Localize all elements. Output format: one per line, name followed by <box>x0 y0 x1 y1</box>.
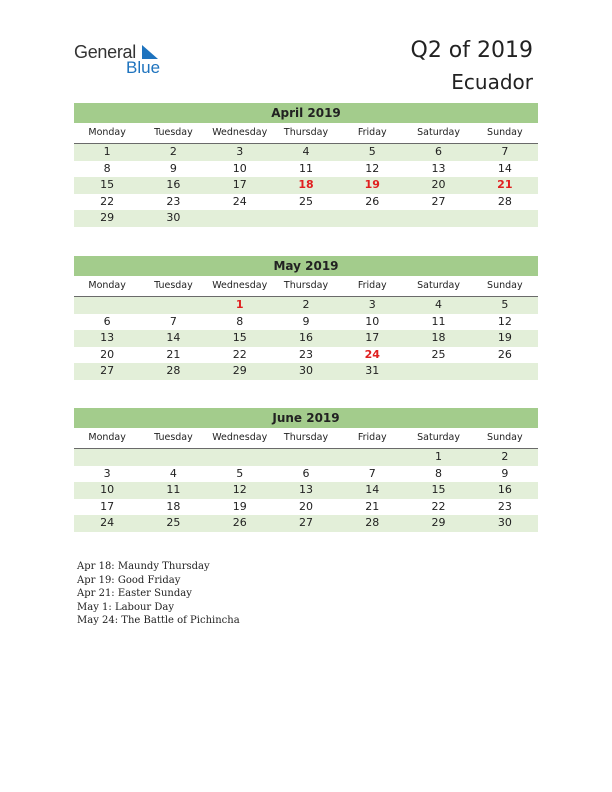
day-cell: 11 <box>166 483 181 496</box>
weekday-header-row <box>74 123 538 144</box>
day-cell: 9 <box>302 314 310 328</box>
day-cell: 11 <box>298 161 313 175</box>
day-cell: 18 <box>431 331 446 344</box>
week-row <box>74 330 538 347</box>
day-cell: 4 <box>302 145 310 158</box>
month-title: May 2019 <box>74 256 538 276</box>
week-row <box>74 499 538 516</box>
day-cell: 6 <box>302 466 310 480</box>
weekday-label: Saturday <box>417 127 460 138</box>
month-april <box>74 103 538 227</box>
holiday-day-cell: 24 <box>364 347 380 361</box>
day-cell: 1 <box>435 450 443 463</box>
holiday-day-cell: 18 <box>298 178 314 191</box>
day-cell: 30 <box>166 211 181 224</box>
month-title: June 2019 <box>74 408 538 428</box>
day-cell: 22 <box>232 347 247 361</box>
day-cell <box>207 210 273 227</box>
day-cell <box>405 210 471 227</box>
week-row <box>74 297 538 314</box>
day-cell <box>74 297 140 314</box>
day-cell: 26 <box>365 194 380 208</box>
holiday-day-cell: 1 <box>235 298 244 311</box>
weekday-label: Tuesday <box>154 127 193 138</box>
day-cell: 29 <box>100 211 115 224</box>
logo <box>74 42 174 78</box>
day-cell: 2 <box>169 145 177 158</box>
day-cell: 6 <box>435 145 443 158</box>
day-cell: 27 <box>100 364 115 377</box>
week-row <box>74 161 538 178</box>
day-cell: 12 <box>365 161 380 175</box>
holiday-day-cell: 21 <box>497 178 513 191</box>
week-row <box>74 515 538 532</box>
weekday-label: Monday <box>88 432 126 443</box>
day-cell: 5 <box>501 298 509 311</box>
day-cell: 23 <box>298 347 313 361</box>
day-cell: 10 <box>232 161 247 175</box>
week-row <box>74 314 538 331</box>
day-cell <box>273 449 339 466</box>
day-cell: 10 <box>100 483 115 496</box>
weekday-header-row <box>74 276 538 297</box>
day-cell <box>339 449 405 466</box>
day-cell: 25 <box>431 347 446 361</box>
day-cell <box>405 363 471 380</box>
day-cell: 16 <box>166 178 181 191</box>
day-cell: 30 <box>497 516 512 529</box>
country-name: Ecuador <box>451 70 533 94</box>
weekday-label: Saturday <box>417 280 460 291</box>
day-cell: 10 <box>365 314 380 328</box>
weekday-label: Tuesday <box>154 432 193 443</box>
day-cell: 16 <box>497 483 512 496</box>
holiday-note: Apr 18: Maundy Thursday <box>77 561 210 572</box>
day-cell: 20 <box>431 178 446 191</box>
holiday-note: Apr 19: Good Friday <box>77 574 181 586</box>
week-row <box>74 449 538 466</box>
day-cell: 5 <box>368 145 376 158</box>
week-row <box>74 144 538 161</box>
day-cell: 17 <box>365 331 380 344</box>
day-cell: 29 <box>431 516 446 529</box>
day-cell: 23 <box>166 194 181 208</box>
day-cell: 19 <box>497 331 512 344</box>
weekday-header-row <box>74 428 538 449</box>
day-cell: 12 <box>497 314 512 328</box>
day-cell: 1 <box>103 145 111 158</box>
day-cell: 27 <box>431 194 446 208</box>
holiday-note: May 24: The Battle of Pichincha <box>77 615 240 626</box>
day-cell: 21 <box>365 499 380 513</box>
day-cell: 4 <box>169 466 177 480</box>
day-cell: 28 <box>497 194 512 208</box>
day-cell: 13 <box>431 161 446 175</box>
weekday-label: Sunday <box>487 432 523 443</box>
holiday-note: May 1: Labour Day <box>77 601 174 613</box>
weekday-label: Wednesday <box>212 280 268 291</box>
day-cell: 23 <box>497 499 512 513</box>
day-cell: 13 <box>298 483 313 496</box>
day-cell: 11 <box>431 314 446 328</box>
holiday-day-cell: 19 <box>364 178 380 191</box>
weekday-label: Sunday <box>487 127 523 138</box>
day-cell: 4 <box>435 298 443 311</box>
weekday-label: Thursday <box>283 280 329 291</box>
day-cell: 18 <box>166 499 181 513</box>
day-cell: 26 <box>232 516 247 529</box>
day-cell: 20 <box>100 347 115 361</box>
day-cell: 8 <box>236 314 244 328</box>
weekday-label: Monday <box>88 127 126 138</box>
day-cell: 28 <box>365 516 380 529</box>
day-cell: 6 <box>103 314 111 328</box>
day-cell <box>339 210 405 227</box>
weekday-label: Wednesday <box>212 127 268 138</box>
day-cell: 22 <box>431 499 446 513</box>
day-cell: 24 <box>100 516 115 529</box>
day-cell: 31 <box>365 364 380 377</box>
week-row <box>74 363 538 380</box>
week-row <box>74 194 538 211</box>
holiday-note: Apr 21: Easter Sunday <box>77 588 192 599</box>
day-cell: 9 <box>501 466 509 480</box>
day-cell: 17 <box>100 499 115 513</box>
day-cell <box>207 449 273 466</box>
day-cell: 14 <box>497 161 512 175</box>
holiday-notes <box>77 560 240 628</box>
day-cell: 2 <box>302 298 310 311</box>
day-cell <box>74 449 140 466</box>
weekday-label: Thursday <box>283 127 329 138</box>
day-cell: 21 <box>166 347 181 361</box>
day-cell: 29 <box>232 364 247 377</box>
day-cell: 28 <box>166 364 181 377</box>
day-cell: 15 <box>232 331 247 344</box>
day-cell: 19 <box>232 499 247 513</box>
day-cell: 8 <box>103 161 111 175</box>
week-row <box>74 466 538 483</box>
day-cell: 15 <box>431 483 446 496</box>
week-row <box>74 347 538 364</box>
day-cell <box>273 210 339 227</box>
logo-text-blue: Blue <box>126 58 161 77</box>
month-may <box>74 256 538 380</box>
day-cell: 20 <box>298 499 313 513</box>
weekday-label: Thursday <box>283 432 329 443</box>
week-row <box>74 177 538 194</box>
day-cell <box>472 363 538 380</box>
month-title: April 2019 <box>74 103 538 123</box>
day-cell: 5 <box>236 466 244 480</box>
day-cell: 22 <box>100 194 115 208</box>
day-cell: 30 <box>298 364 313 377</box>
day-cell: 14 <box>365 483 380 496</box>
day-cell: 25 <box>298 194 313 208</box>
weekday-label: Saturday <box>417 432 460 443</box>
weekday-label: Friday <box>357 280 387 291</box>
week-row <box>74 482 538 499</box>
day-cell: 3 <box>236 145 244 158</box>
day-cell: 24 <box>232 194 247 208</box>
weekday-label: Tuesday <box>154 280 193 291</box>
day-cell: 7 <box>501 145 509 158</box>
day-cell <box>140 297 206 314</box>
month-june <box>74 408 538 532</box>
day-cell: 8 <box>435 466 443 480</box>
logo-text-general: General <box>74 42 136 62</box>
weekday-label: Monday <box>88 280 126 291</box>
day-cell: 16 <box>298 331 313 344</box>
page-title: Q2 of 2019 <box>410 38 533 63</box>
day-cell: 26 <box>497 347 512 361</box>
weekday-label: Sunday <box>487 280 523 291</box>
week-row <box>74 210 538 227</box>
weekday-label: Friday <box>357 432 387 443</box>
day-cell: 3 <box>103 466 111 480</box>
day-cell: 7 <box>169 314 177 328</box>
day-cell: 13 <box>100 331 115 344</box>
day-cell: 27 <box>298 516 313 529</box>
day-cell: 15 <box>100 178 115 191</box>
day-cell: 2 <box>501 450 509 463</box>
day-cell: 3 <box>368 298 376 311</box>
weekday-label: Wednesday <box>212 432 268 443</box>
day-cell <box>140 449 206 466</box>
weekday-label: Friday <box>357 127 387 138</box>
day-cell <box>472 210 538 227</box>
day-cell: 9 <box>169 161 177 175</box>
day-cell: 25 <box>166 516 181 529</box>
day-cell: 7 <box>368 466 376 480</box>
day-cell: 14 <box>166 331 181 344</box>
day-cell: 12 <box>232 483 247 496</box>
day-cell: 17 <box>232 178 247 191</box>
